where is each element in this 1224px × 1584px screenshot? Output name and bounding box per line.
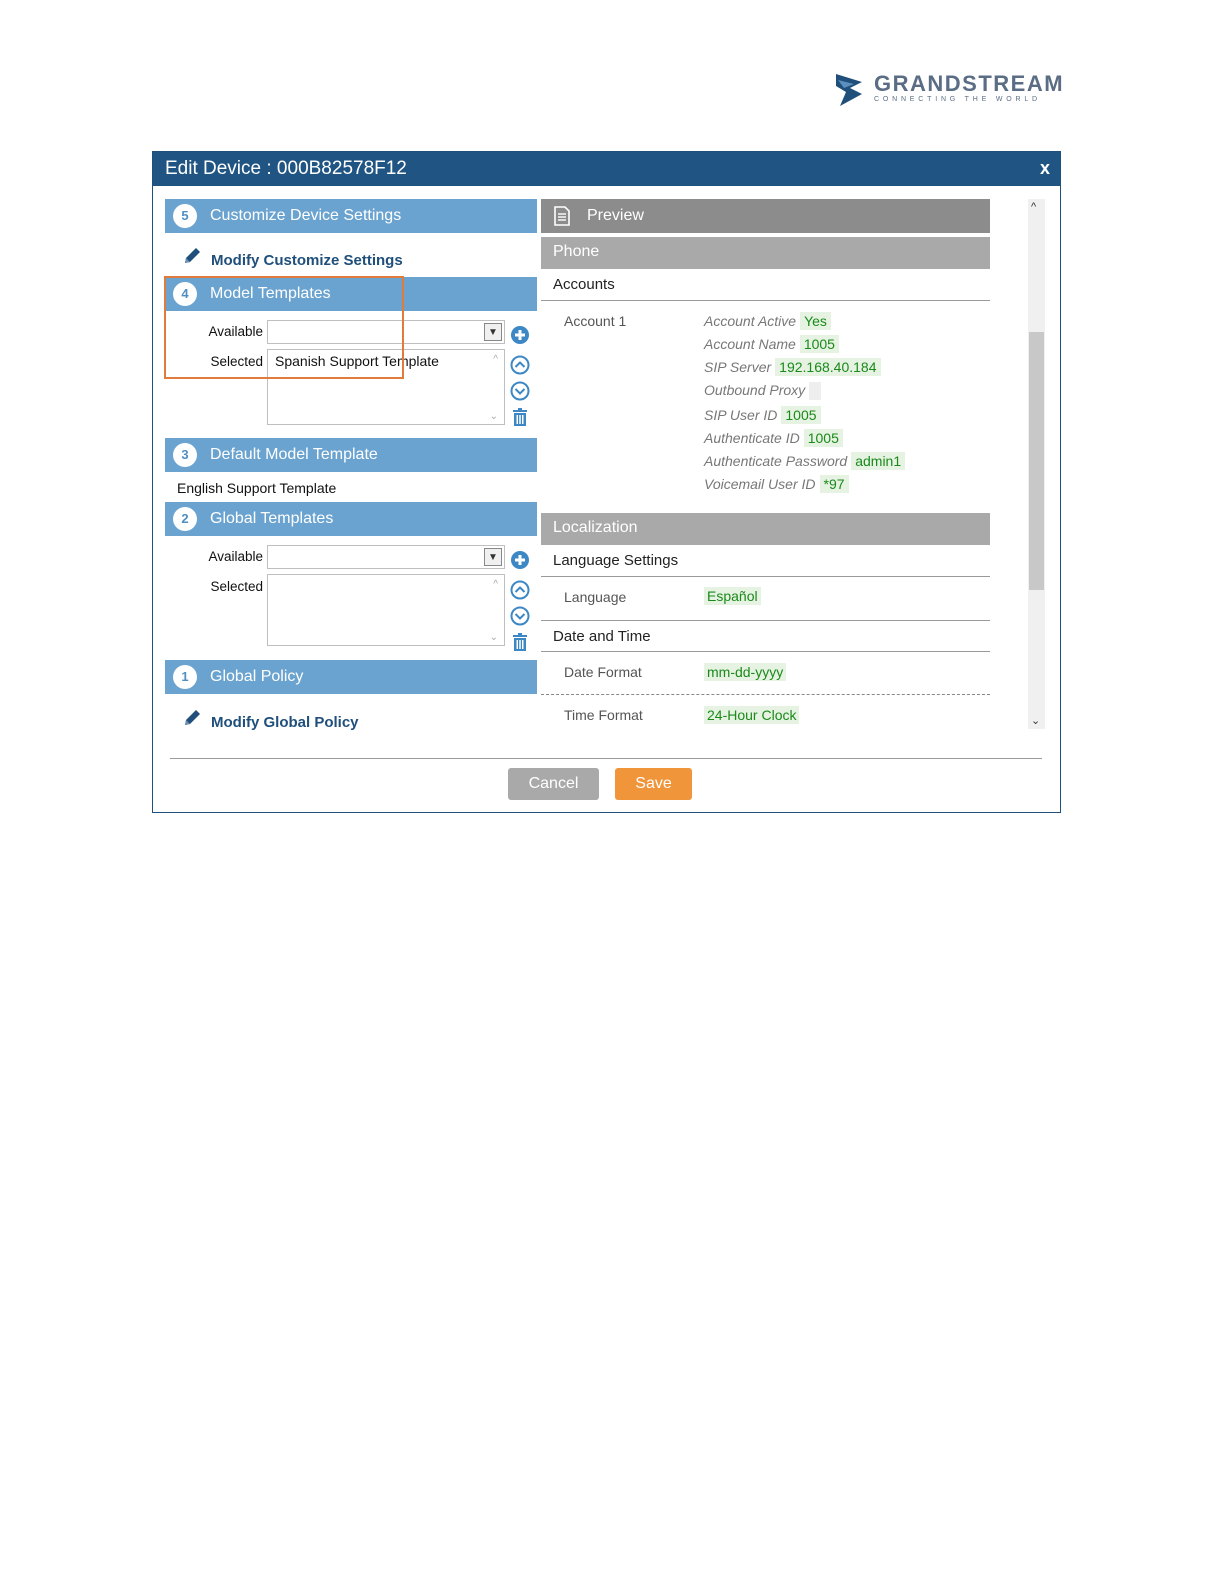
global-available-label: Available: [208, 549, 263, 564]
sip-user-id-key: SIP User ID: [704, 407, 778, 423]
model-selected-label: Selected: [210, 354, 263, 369]
phone-section-label: Phone: [553, 243, 600, 260]
sip-server-value: 192.168.40.184: [775, 358, 880, 376]
account-name-key: Account Name: [704, 336, 796, 352]
time-format-key: Time Format: [564, 707, 643, 723]
preview-scrollbar[interactable]: [1028, 199, 1045, 729]
chevron-down-icon: ▼: [484, 323, 502, 341]
customize-section-label: Customize Device Settings: [210, 207, 402, 224]
list-scroll-down-icon[interactable]: ⌄: [489, 411, 498, 422]
language-settings-subheader: [541, 545, 990, 577]
modify-global-policy-link[interactable]: [183, 709, 359, 731]
sip-user-id-row: [704, 406, 821, 424]
language-value: Español: [704, 587, 761, 605]
default-model-value: English Support Template: [177, 480, 337, 496]
model-move-down-button[interactable]: [510, 381, 530, 401]
step-number-4: 4: [173, 282, 197, 306]
pencil-icon: [183, 709, 201, 731]
model-templates-section-label: Model Templates: [210, 285, 331, 302]
date-format-value: mm-dd-yyyy: [704, 663, 786, 681]
account-name-row: [704, 335, 839, 353]
trash-icon: [510, 407, 530, 427]
chevron-down-icon: ▼: [484, 548, 502, 566]
date-time-label: Date and Time: [553, 628, 651, 645]
scroll-down-icon[interactable]: ⌄: [1031, 715, 1041, 727]
dialog-titlebar: [153, 152, 1060, 186]
voicemail-user-id-row: [704, 475, 849, 493]
modify-global-policy-label: Modify Global Policy: [211, 714, 359, 731]
authenticate-password-key: Authenticate Password: [704, 453, 848, 469]
arrow-up-circle-icon: [510, 355, 530, 375]
preview-header: [541, 199, 990, 233]
authenticate-password-row: [704, 452, 905, 470]
global-selected-list[interactable]: [267, 574, 505, 646]
account-active-value: Yes: [800, 312, 831, 330]
list-scroll-up-icon[interactable]: ^: [493, 354, 498, 365]
step-number-1: 1: [173, 665, 197, 689]
default-model-section-header: [165, 438, 537, 472]
model-move-up-button[interactable]: [510, 355, 530, 375]
document-icon: [553, 206, 571, 226]
global-templates-section-label: Global Templates: [210, 510, 334, 527]
model-available-label: Available: [208, 324, 263, 339]
model-add-button[interactable]: [510, 325, 530, 345]
time-format-value: 24-Hour Clock: [704, 706, 799, 724]
close-button[interactable]: x: [1039, 158, 1050, 178]
outbound-proxy-row: [704, 382, 821, 400]
global-templates-section-header: [165, 502, 537, 536]
step-number-5: 5: [173, 204, 197, 228]
row-divider: [541, 694, 990, 695]
date-time-subheader: [541, 620, 990, 652]
global-policy-section-header: [165, 660, 537, 694]
trash-icon: [510, 632, 530, 652]
account-active-key: Account Active: [704, 313, 797, 329]
global-move-down-button[interactable]: [510, 606, 530, 626]
dialog-title: Edit Device : 000B82578F12: [165, 158, 407, 179]
voicemail-user-id-value: *97: [820, 475, 849, 493]
list-item[interactable]: Spanish Support Template: [275, 353, 439, 369]
scroll-up-icon[interactable]: ^: [1031, 201, 1037, 213]
authenticate-password-value: admin1: [851, 452, 905, 470]
default-model-section-label: Default Model Template: [210, 446, 378, 463]
pencil-icon: [183, 247, 201, 269]
cancel-button[interactable]: Cancel: [508, 768, 599, 800]
step-number-2: 2: [173, 507, 197, 531]
edit-device-dialog: [152, 151, 1061, 813]
global-delete-button[interactable]: [510, 632, 530, 652]
save-button[interactable]: Save: [615, 768, 692, 800]
account-active-row: [704, 312, 831, 330]
language-settings-label: Language Settings: [553, 552, 679, 569]
global-available-select[interactable]: [267, 545, 505, 569]
global-add-button[interactable]: [510, 550, 530, 570]
outbound-proxy-key: Outbound Proxy: [704, 382, 806, 398]
customize-section-header: [165, 199, 537, 233]
authenticate-id-key: Authenticate ID: [704, 430, 800, 446]
grandstream-logo-icon: [832, 70, 868, 108]
model-templates-highlight: [164, 276, 404, 379]
account-name-value: 1005: [800, 335, 839, 353]
sip-server-key: SIP Server: [704, 359, 772, 375]
sip-user-id-value: 1005: [781, 406, 820, 424]
footer-divider: [170, 758, 1042, 759]
plus-circle-icon: [510, 550, 530, 570]
accounts-subheader: [541, 269, 990, 301]
plus-circle-icon: [510, 325, 530, 345]
list-scroll-up-icon[interactable]: ^: [493, 579, 498, 590]
grandstream-logo: [832, 70, 1072, 110]
arrow-down-circle-icon: [510, 606, 530, 626]
preview-label: Preview: [587, 207, 644, 224]
sip-server-row: [704, 358, 881, 376]
voicemail-user-id-key: Voicemail User ID: [704, 476, 816, 492]
account-1-label: Account 1: [564, 313, 627, 329]
outbound-proxy-value: [809, 382, 821, 400]
model-delete-button[interactable]: [510, 407, 530, 427]
step-number-3: 3: [173, 443, 197, 467]
authenticate-id-row: [704, 429, 843, 447]
logo-tagline: CONNECTING THE WORLD: [874, 96, 1041, 103]
arrow-down-circle-icon: [510, 381, 530, 401]
date-format-key: Date Format: [564, 664, 642, 680]
modify-customize-settings-link[interactable]: [183, 247, 403, 269]
logo-brand: GRANDSTREAM: [874, 71, 1065, 96]
global-policy-section-label: Global Policy: [210, 668, 304, 685]
localization-section-label: Localization: [553, 519, 638, 536]
authenticate-id-value: 1005: [804, 429, 843, 447]
modify-customize-settings-label: Modify Customize Settings: [211, 252, 403, 269]
global-move-up-button[interactable]: [510, 580, 530, 600]
list-scroll-down-icon[interactable]: ⌄: [489, 632, 498, 643]
arrow-up-circle-icon: [510, 580, 530, 600]
scrollbar-thumb[interactable]: [1029, 332, 1044, 590]
global-selected-label: Selected: [210, 579, 263, 594]
phone-section-header: [541, 237, 990, 269]
localization-section-header: [541, 513, 990, 545]
language-key: Language: [564, 589, 627, 605]
accounts-label: Accounts: [553, 276, 615, 293]
